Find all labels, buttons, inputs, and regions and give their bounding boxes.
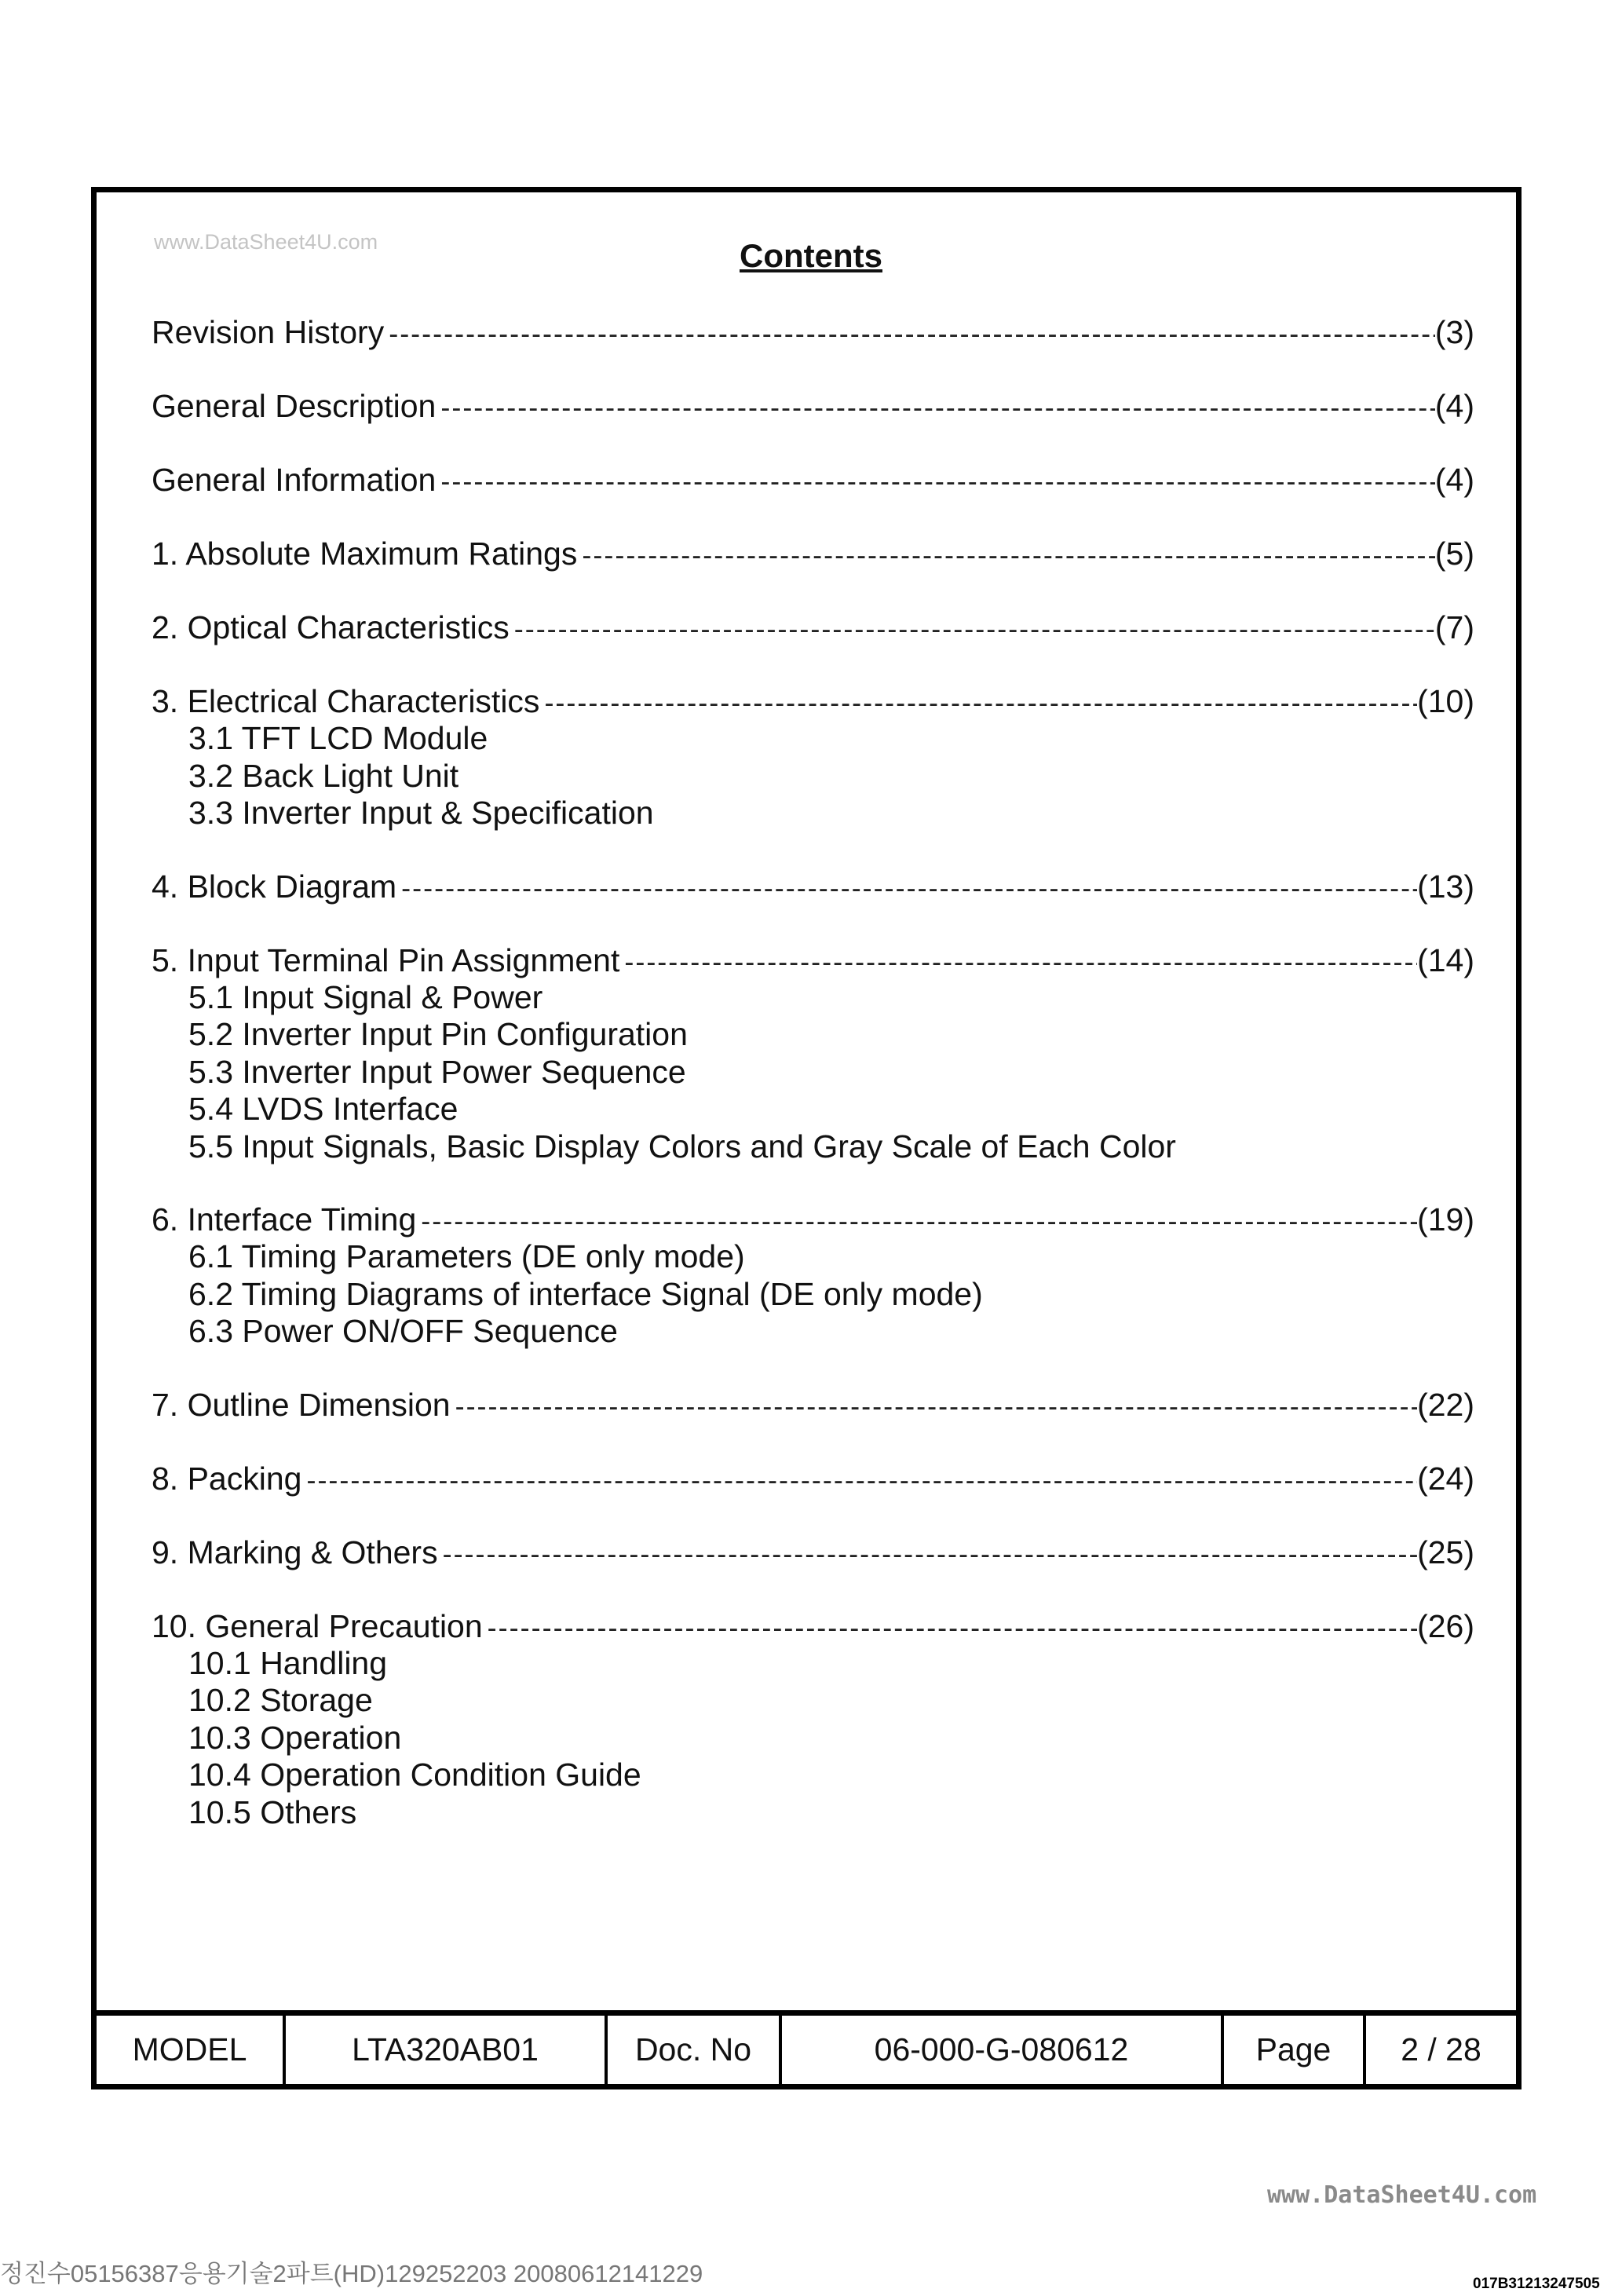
toc-entry-page: (14)	[1417, 941, 1474, 978]
toc-dot-leader	[483, 1609, 1417, 1646]
toc-entry	[152, 683, 1474, 720]
toc-entry-page: (7)	[1434, 609, 1474, 645]
toc-dot-leader	[396, 869, 1417, 906]
page-title: Contents	[740, 237, 882, 274]
toc-sub-entry: 5.5 Input Signals, Basic Display Colors and Gray Scale of Each Color	[188, 1128, 1176, 1164]
toc-dot-leader	[619, 943, 1417, 980]
toc-sub-entry: 3.2 Back Light Unit	[188, 757, 459, 794]
toc-entry-label: General Information	[152, 462, 437, 498]
toc-entry-label: 4. Block Diagram	[152, 868, 397, 905]
toc-entry	[152, 536, 1474, 572]
toc-entry	[152, 1201, 1474, 1238]
toc-entry	[152, 1534, 1474, 1571]
model-label: MODEL	[97, 2016, 286, 2084]
toc-entry-label: 1. Absolute Maximum Ratings	[152, 536, 578, 572]
toc-entry-label: 9. Marking & Others	[152, 1534, 438, 1570]
toc-entry-label: 5. Input Terminal Pin Assignment	[152, 941, 620, 978]
toc-sub-entry: 3.3 Inverter Input & Specification	[188, 795, 654, 831]
toc-entry	[152, 609, 1474, 646]
toc-dot-leader	[416, 1202, 1417, 1239]
toc-entry-label: Revision History	[152, 314, 385, 350]
toc-entry-page: (25)	[1417, 1534, 1474, 1570]
toc-sub-entry: 5.3 Inverter Input Power Sequence	[188, 1053, 686, 1090]
toc-dot-leader	[438, 1535, 1418, 1572]
toc-entry-page: (24)	[1417, 1460, 1474, 1497]
page-value: 2 / 28	[1401, 2031, 1481, 2067]
print-stamp: 정진수05156387응용기술2파트(HD)129252203 20080612141229	[0, 2260, 703, 2287]
toc-sub-entry: 10.4 Operation Condition Guide	[188, 1757, 641, 1793]
toc-sub-entry: 5.4 LVDS Interface	[188, 1091, 458, 1127]
toc-dot-leader	[436, 389, 1435, 426]
footer-table	[91, 2010, 1522, 2089]
model-value: LTA320AB01	[286, 2016, 608, 2084]
toc-dot-leader	[539, 684, 1417, 721]
toc-entry	[152, 1387, 1474, 1424]
toc-entry	[152, 388, 1474, 425]
toc-entry-page: (13)	[1417, 868, 1474, 905]
toc-sub-entry: 5.2 Inverter Input Pin Configuration	[188, 1016, 688, 1052]
toc-sub-entry: 10.5 Others	[188, 1793, 357, 1830]
doc-no-value: 06-000-G-080612	[782, 2016, 1224, 2084]
toc-entry-page: (4)	[1434, 388, 1474, 424]
toc-entry-label: General Description	[152, 388, 437, 424]
toc-entry-label: 10. General Precaution	[152, 1607, 483, 1644]
toc-sub-entry: 5.1 Input Signal & Power	[188, 978, 543, 1015]
doc-no-label: Doc. No	[608, 2016, 782, 2084]
toc-entry-label: 2. Optical Characteristics	[152, 609, 510, 645]
toc-dot-leader	[436, 462, 1435, 499]
toc-sub-entry: 3.1 TFT LCD Module	[188, 720, 488, 756]
toc-sub-entry: 10.1 Handling	[188, 1644, 388, 1681]
toc-sub-entry: 10.3 Operation	[188, 1719, 402, 1756]
toc-sub-entry: 6.1 Timing Parameters (DE only mode)	[188, 1238, 745, 1274]
toc-sub-entry: 6.3 Power ON/OFF Sequence	[188, 1313, 618, 1349]
toc-entry	[152, 868, 1474, 905]
toc-entry	[152, 462, 1474, 499]
toc-dot-leader	[384, 315, 1435, 352]
toc-entry-label: 3. Electrical Characteristics	[152, 683, 540, 719]
toc-entry	[152, 1608, 1474, 1645]
toc-entry	[152, 942, 1474, 979]
toc-dot-leader	[301, 1461, 1417, 1498]
table-of-contents	[152, 314, 1474, 1831]
toc-entry-page: (22)	[1417, 1386, 1474, 1423]
watermark-top: www.DataSheet4U.com	[154, 230, 378, 254]
page-label: Page	[1224, 2016, 1366, 2084]
toc-entry-page: (5)	[1434, 536, 1474, 572]
toc-sub-entry: 10.2 Storage	[188, 1682, 373, 1718]
toc-dot-leader	[577, 536, 1435, 573]
toc-entry	[152, 314, 1474, 351]
toc-entry-page: (19)	[1417, 1201, 1474, 1238]
toc-entry-page: (3)	[1434, 314, 1474, 350]
toc-entry-page: (4)	[1434, 462, 1474, 498]
toc-entry-label: 6. Interface Timing	[152, 1201, 417, 1238]
toc-entry-page: (10)	[1417, 683, 1474, 719]
toc-entry-page: (26)	[1417, 1607, 1474, 1644]
toc-dot-leader	[451, 1387, 1418, 1424]
toc-entry-label: 8. Packing	[152, 1460, 302, 1497]
watermark-bottom: www.DataSheet4U.com	[1267, 2181, 1537, 2209]
toc-entry	[152, 1461, 1474, 1497]
serial-stamp: 017B31213247505	[1473, 2276, 1600, 2292]
toc-sub-entry: 6.2 Timing Diagrams of interface Signal (DE only mode)	[188, 1275, 983, 1312]
toc-entry-label: 7. Outline Dimension	[152, 1386, 451, 1423]
toc-dot-leader	[510, 610, 1435, 647]
